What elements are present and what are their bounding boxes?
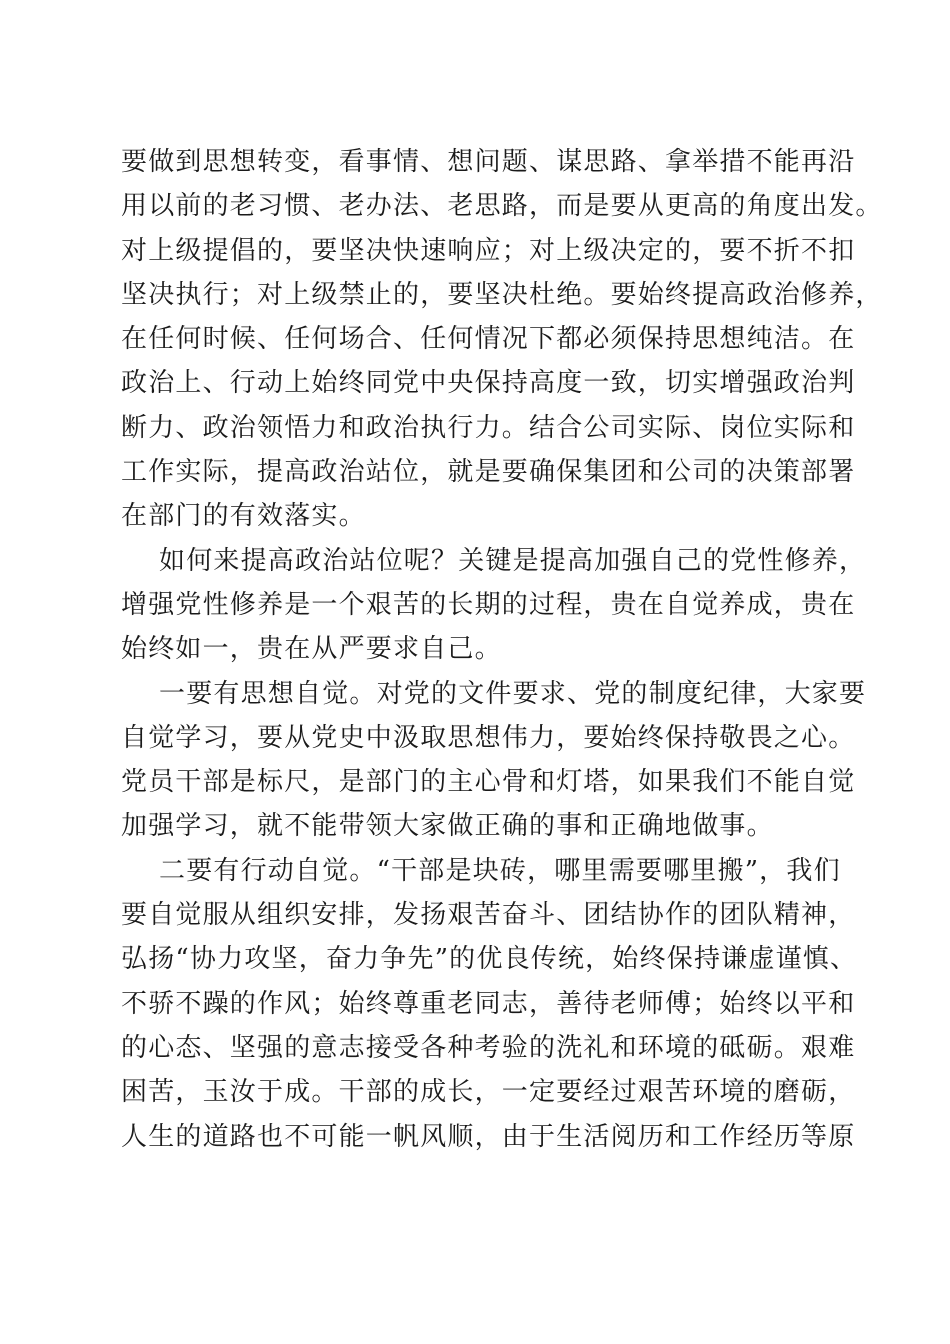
text-line: 在任何时候、任何场合、任何情况下都必须保持思想纯洁。在 — [121, 324, 856, 355]
text-line: 的心态、坚强的意志接受各种考验的洗礼和环境的砥砺。艰难 — [121, 1032, 856, 1063]
text-line: 增强党性修养是一个艰苦的长期的过程，贵在自觉养成，贵在 — [121, 589, 856, 620]
text-line: 在部门的有效落实。 — [121, 501, 366, 532]
text-line: 党员干部是标尺，是部门的主心骨和灯塔，如果我们不能自觉 — [121, 767, 856, 798]
text-line: 断力、政治领悟力和政治执行力。结合公司实际、岗位实际和 — [121, 412, 856, 443]
paragraph-start-line: 如何来提高政治站位呢？关键是提高加强自己的党性修养， — [159, 545, 867, 576]
text-line: 坚决执行；对上级禁止的，要坚决杜绝。要始终提高政治修养， — [121, 279, 883, 310]
text-line: 对上级提倡的，要坚决快速响应；对上级决定的，要不折不扣 — [121, 235, 856, 266]
text-line: 始终如一，贵在从严要求自己。 — [121, 634, 502, 665]
text-line: 政治上、行动上始终同党中央保持高度一致，切实增强政治判 — [121, 368, 856, 399]
text-line: 加强学习，就不能带领大家做正确的事和正确地做事。 — [121, 811, 774, 842]
text-line: 自觉学习，要从党史中汲取思想伟力，要始终保持敬畏之心。 — [121, 722, 856, 753]
paragraph-start-line: 一要有思想自觉。对党的文件要求、党的制度纪律，大家要 — [159, 678, 867, 709]
paragraph-start-line: 二要有行动自觉。“干部是块砖，哪里需要哪里搬”，我们 — [159, 855, 841, 886]
document-body — [121, 140, 883, 1159]
text-line: 困苦，玉汝于成。干部的成长，一定要经过艰苦环境的磨砺， — [121, 1077, 856, 1108]
text-line: 要自觉服从组织安排，发扬艰苦奋斗、团结协作的团队精神， — [121, 900, 856, 931]
text-line: 弘扬“协力攻坚，奋力争先”的优良传统，始终保持谦虚谨慎、 — [121, 944, 858, 975]
text-line: 工作实际，提高政治站位，就是要确保集团和公司的决策部署 — [121, 457, 856, 488]
text-line: 要做到思想转变，看事情、想问题、谋思路、拿举措不能再沿 — [121, 147, 856, 177]
text-line: 不骄不躁的作风；始终尊重老同志，善待老师傅；始终以平和 — [121, 988, 856, 1019]
text-line: 人生的道路也不可能一帆风顺，由于生活阅历和工作经历等原 — [121, 1121, 856, 1152]
text-line: 用以前的老习惯、老办法、老思路，而是要从更高的角度出发。 — [121, 191, 883, 222]
